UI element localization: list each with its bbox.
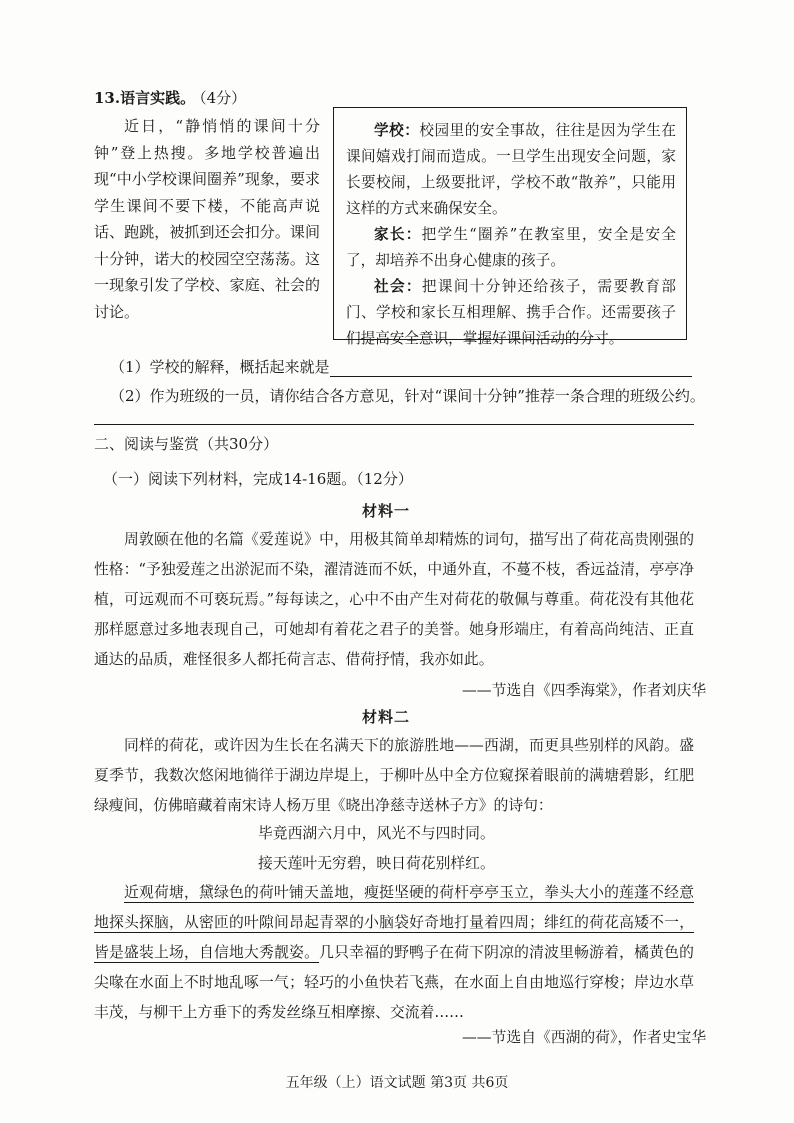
school-text: 校园里的安全事故，往往是因为学生在课间嬉戏打闹而造成。一旦学生出现安全问题，家长要校闹，上级要批评，学校不敢“散养”，只能用这样的方式来确保安全。: [346, 122, 676, 217]
underlined-passage: 近观荷塘，黛绿色的荷叶铺天盖地，瘦挺坚硬的荷杆亭亭玉立，拳头大小的莲蓬不经意地探头探脑，从密匝的叶隙间昂起青翠的小脑袋好奇地打量着四周；绯红的荷花高矮不一，皆是盛装上场，自信地大秀靓姿。: [94, 884, 694, 961]
page-footer: 五年级（上）语文试题 第3页 共6页: [285, 1075, 509, 1091]
sub-question-1: [110, 356, 692, 377]
material-2-source: ——节选自《西湖的荷》，作者史宝华: [462, 1029, 707, 1046]
society-text: 把课间十分钟还给孩子，需要教育部门、学校和家长互相理解、携手合作。还需要孩子们提高安全意识，掌握好课间活动的分寸。: [346, 278, 676, 347]
material-2-paragraph-2: [94, 878, 694, 1028]
school-label: 学校：: [374, 122, 420, 139]
part-1-instruction: （一）阅读下列材料，完成14-16题。（12分）: [103, 470, 413, 488]
material-1-text: 周敦颐在他的名篇《爱莲说》中，用极其简单却精炼的词句，描写出了荷花高贵刚强的性格：“予独爱莲之出淤泥而不染，濯清涟而不妖，中通外直，不蔓不枝，香远益清，亭亭净植，可远观而不可亵玩焉。”每每读之，心中不由产生对荷花的敬佩与尊重。荷花没有其他花那样愿意过多地表现自己，可她却有着花之君子的美誉。她身形端庄，有着高尚纯洁、正直通达的品质，难怪很多人都托荷言志、借荷抒情，我亦如此。: [94, 531, 694, 668]
material-2-text: 同样的荷花，或许因为生长在名满天下的旅游胜地——西湖，而更具些别样的风韵。盛夏季节，我数次悠闲地徜徉于湖边岸堤上，于柳叶丛中全方位窥探着眼前的满塘碧影，红肥绿瘦间，仿佛暗藏着南宋诗人杨万里《晓出净慈寺送林子方》的诗句：: [94, 737, 694, 814]
material-2-title: 材料二: [362, 708, 411, 726]
material-1-title: 材料一: [362, 502, 411, 520]
material-1-source: ——节选自《四季海棠》，作者刘庆华: [462, 682, 707, 699]
sub-question-1-text: （1）学校的解释，概括起来就是: [110, 358, 330, 376]
school-opinion: [346, 118, 676, 222]
answer-blank-1[interactable]: [330, 360, 692, 377]
parent-opinion: [346, 222, 676, 274]
opinions-box: [333, 107, 687, 347]
question-13-label: 13.语言实践。: [94, 89, 196, 107]
question-13-title: [94, 87, 246, 108]
section-2-title: 二、阅读与鉴赏（共30分）: [94, 435, 279, 453]
society-opinion: [346, 274, 676, 352]
parent-text: 把学生“圈养”在教室里，安全是安全了，却培养不出身心健康的孩子。: [346, 226, 676, 269]
question-13-points: （4分）: [199, 89, 247, 107]
society-label: 社会：: [374, 278, 422, 295]
poem-line-1: 毕竟西湖六月中，风光不与四时同。: [258, 825, 495, 842]
answer-line-2[interactable]: [94, 424, 694, 425]
question-13-intro: 近日，“静悄悄的课间十分钟”登上热搜。多地学校普遍出现“中小学校课间圈养”现象，要求学生课间不要下楼，不能高声说话、跑跳，被抓到还会扣分。课间十分钟，诺大的校园空空荡荡。这一现象引发了学校、家庭、社会的讨论。: [94, 117, 320, 321]
sub-question-2: （2）作为班级的一员，请你结合各方意见，针对“课间十分钟”推荐一条合理的班级公约。: [110, 387, 705, 405]
material-2-rest: 几只幸福的野鸭子在荷下阴凉的清波里畅游着，橘黄色的尖喙在水面上不时地乱啄一气；轻巧的小鱼快若飞燕，在水面上自由地巡行穿梭；岸边水草丰茂，与柳干上方垂下的秀发丝绦互相摩擦、交流着……: [94, 944, 694, 1021]
parent-label: 家长：: [374, 226, 422, 243]
poem-line-2: 接天莲叶无穷碧，映日荷花别样红。: [258, 855, 495, 872]
